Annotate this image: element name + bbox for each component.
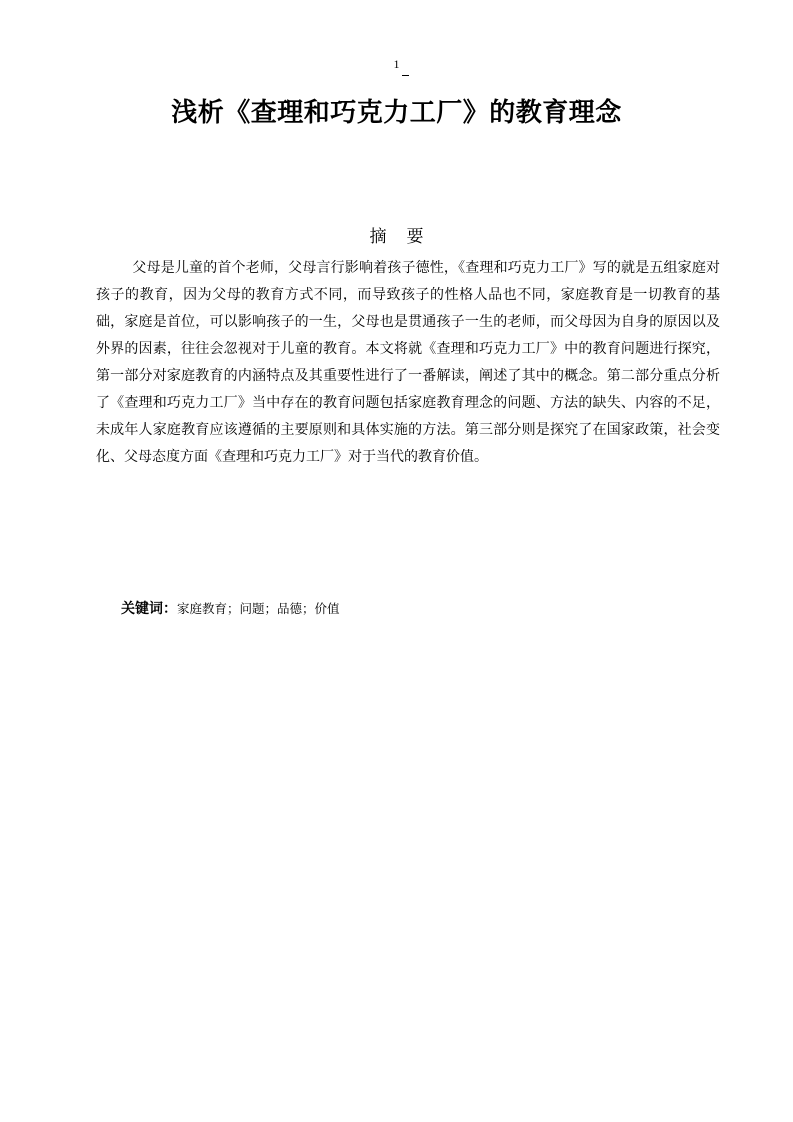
abstract-heading: 摘要 (369, 227, 444, 247)
document-title: 浅析《查理和巧克力工厂》的教育理念 (171, 98, 622, 128)
keywords-label: 关键词： (121, 601, 177, 617)
page-number-underline (402, 75, 409, 76)
keywords-line (121, 599, 340, 620)
abstract-body: 父母是儿童的首个老师，父母言行影响着孩子德性，《查理和巧克力工厂》写的就是五组家庭对孩子的教育，因为父母的教育方式不同，而导致孩子的性格人品也不同，家庭教育是一切教育的基础，家庭是首位，可以影响孩子的一生，父母也是贯通孩子一生的老师，而父母因为自身的原因以及外界的因素，往往会忽视对于儿童的教育。本文将就《查理和巧克力工厂》中的教育问题进行探究，第一部分对家庭教育的内涵特点及其重要性进行了一番解读，阐述了其中的概念。第二部分重点分析了《查理和巧克力工厂》当中存在的教育问题包括家庭教育理念的问题、方法的缺失、内容的不足，未成年人家庭教育应该遵循的主要原则和具体实施的方法。第三部分则是探究了在国家政策，社会变化、父母态度方面《查理和巧克力工厂》对于当代的教育价值。 (96, 260, 720, 465)
page-number: 1 (393, 57, 400, 71)
keywords-value: 家庭教育；问题；品德；价值 (177, 601, 340, 616)
